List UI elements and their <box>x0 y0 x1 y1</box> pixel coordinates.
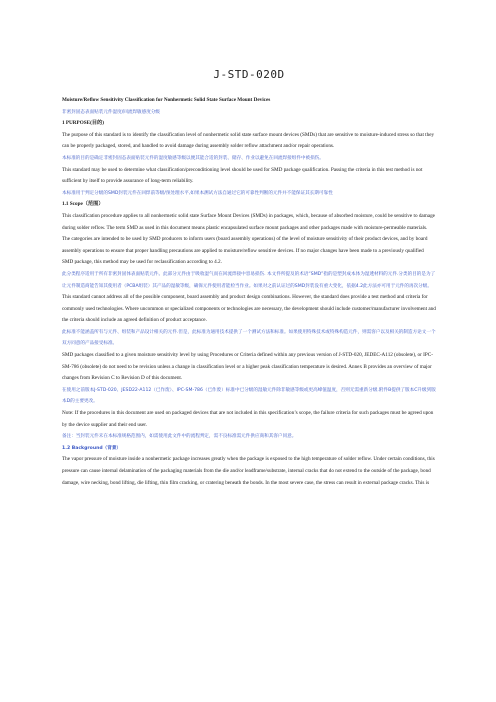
paragraph-english: The purpose of this standard is to identify the classification level of nonhermetic solid state surface mount devices (SMDs) that are sensitive to moisture-induced stress so that they can be properly packaged, stored, and handled to avoid damage during assembly solder reflow attachment and/or repair operations. <box>62 131 435 150</box>
document-title: J-STD-020D <box>213 68 285 81</box>
paragraph-english: This classification procedure applies to all nonhermetic solid state Surface Mount Devices (SMDs) in packages, which, because of absorbed moisture, could be sensitive to damage during solder reflow. The term SMD as used in this document means plastic encapsulated surface mount packages and other packages made with moisture-permeable materials. The categories are intended to be used by SMD producers to inform users (board assembly operations) of the level of moisture sensitivity of their product devices, and by board assembly operations to ensure that proper handling precautions are applied to moisture/reflow sensitive devices. If no major changes have been made to a previously qualified SMD package, this method may be used for reclassification according to 4.2. <box>62 212 435 266</box>
paragraph-chinese: 本标准用于判定分级的SMD封装元件在回焊前等级/预处理水平,如果本测试方法自通过它的可靠性判断的元件并不能保证其长期可靠性 <box>62 190 333 196</box>
paragraph-chinese: 备注：当封装元件未在本标准规格范围内，如需使用此文件中的流程判定，需不良标准需元件供应商和其客户同意。 <box>62 434 297 440</box>
paragraph-chinese: 在使用之前版本J-STD-020、JESD22-A112（已作废）、IPC-SM-786（已作废）标准中已分级的湿敏元件除非敏感等级或更高峰值温度，否则无需重新分级.附件B提供了版本C升级到版本D的主要更改。 <box>62 387 436 405</box>
paragraph-english: This standard cannot address all of the possible component, board assembly and product design combinations. However, the standard does provide a test method and criteria for commonly used technologies. Where uncommon or specialized components or technologies are necessary, the development should include customer/manufacturer involvement and the criteria should include an agreed definition of product acceptance. <box>62 294 436 324</box>
paragraph-english: The vapor pressure of moisture inside a nonhermetic package increases greatly when the package is exposed to the high temperature of solder reflow. Under certain conditions, this pressure can cause internal delamination of the packaging materials from the die and/or leadframe/substrate, internal cracks that do not extend to the outside of the package, bond damage, wire necking, bond lifting, die lifting, thin film cracking, or cratering beneath the bonds. In the most severe case, the stress can result in external package cracks. This is <box>62 456 435 486</box>
document-page <box>62 0 436 489</box>
paragraph-chinese: 本标准的目的是确定非密封固态表面贴装元件的湿度敏感等级以便其能合适的封装、储存、作业以避免在回流焊接组件中被损伤。 <box>62 155 324 161</box>
paragraph-english: Note: If the procedures in this document are used on packaged devices that are not included in this specification’s scope, the failure criteria for such packages must be agreed upon by the device supplier and their end user. <box>62 410 434 428</box>
document-body <box>62 95 436 489</box>
paragraph-chinese: 此分类程序适用于所有非密封固体表面贴装元件。此部分元件由于吸收湿气而在回流焊接中容易损伤. 本文件所提及的术语“SMD”指的是塑封成本体为湿透材料的元件.分类的目的是为了让元件制造商能告知其使用者（PCBA组装）其产品的湿敏等级，确保元件使用者能检当作业。如果对之前认证过的SMD封装没有重大变化，依据4.2此方法亦可用于元件的再次分级。 <box>62 271 436 289</box>
paragraph-chinese: 非密封固态表面贴装元件湿度/回流焊敏感度分级 <box>62 109 161 115</box>
paragraph-chinese: 此标准不能涵盖所有与元件、组装和产品设计相关的元件.但是，此标准为通用技术提供了一个测试方法和标准。如果使用特殊技术或特殊构造元件，则需客户以及相关的制造方论文一个双方同意的产品接受标准。 <box>62 329 436 347</box>
section-heading: 1.1 Scope（范围） <box>62 201 104 208</box>
section-heading: Moisture/Reflow Sensitivity Classification for Nonhermetic Solid State Surface Mount Devices <box>62 97 271 103</box>
section-heading: 1 PURPOSE(目的) <box>62 120 104 127</box>
paragraph-english: This standard may be used to determine what classification/preconditioning level should be used for SMD package qualification. Passing the criteria in this test method is not sufficient by itself to provide assurance of long-term reliability. <box>62 166 423 185</box>
section-heading-chinese: 1.2 Background（背景） <box>62 445 122 451</box>
paragraph-english: SMD packages classified to a given moisture sensitivity level by using Procedures or Criteria defined within any previous version of J-STD-020, JEDEC-A112 (obsolete), or IPC-SM-786 (obsolete) do not need to be revision unless a change in classification level or a higher peak classification temperature is desired. Annex B provides an overview of major changes from Revision C to Revision D of this document. <box>62 352 433 382</box>
